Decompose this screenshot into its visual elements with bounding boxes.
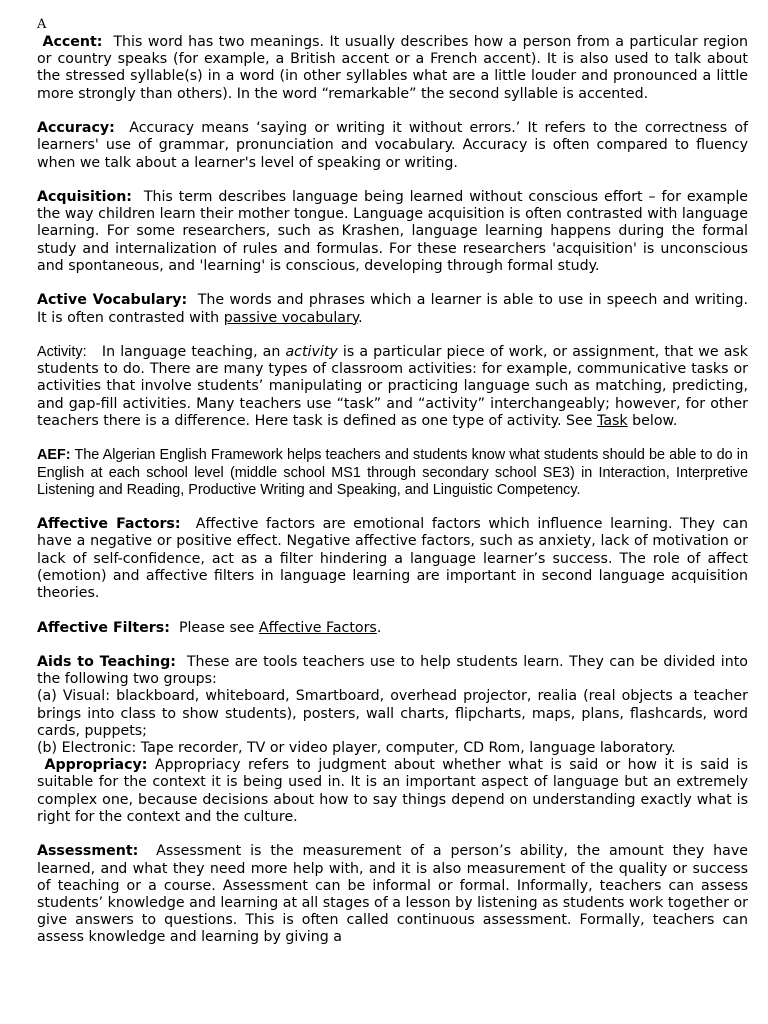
term-acquisition: Acquisition:: [37, 189, 132, 206]
definition-aids-to-teaching: These are tools teachers use to help students learn. They can be divided into the following two groups:: [37, 654, 748, 688]
definition-aef: The Algerian English Framework helps teachers and students know what students should be able to do in English at each school level (middle school MS1 through secondary school SE3) in Interaction, Interpretive Listening and Reading, Productive Writing and Speaking, and Linguistic Competency.: [37, 447, 748, 498]
term-aef: AEF:: [37, 447, 71, 464]
entry-acquisition: [37, 189, 748, 275]
definition-accuracy: Accuracy means ‘saying or writing it without errors.’ It refers to the correctness of learners' use of grammar, pronunciation and vocabulary. Accuracy is often compared to fluency when we talk about a learner's level of speaking or writing.: [37, 120, 748, 171]
term-activity: Activity:: [37, 344, 87, 361]
term-assessment: Assessment:: [37, 843, 139, 860]
entry-aef: [37, 447, 748, 499]
definition-acquisition: This term describes language being learned without conscious effort – for example the way children learn their mother tongue. Language acquisition is often contrasted with language learning. For some researchers, such as Krashen, language learning happens during the formal study and internalization of rules and formulas. For these researchers 'acquisition' is unconscious and spontaneous, and 'learning' is conscious, developing through formal study.: [37, 189, 748, 274]
term-affective-filters: Affective Filters:: [37, 619, 170, 636]
link-passive-vocabulary[interactable]: passive vocabulary: [223, 309, 359, 326]
term-accent: Accent:: [42, 34, 103, 50]
term-accuracy: Accuracy:: [37, 120, 115, 137]
definition-active-vocabulary-end: .: [358, 309, 363, 326]
entry-accuracy: [37, 120, 748, 172]
definition-active-vocabulary: The words and phrases which a learner is able to use in speech and writing. It is often contrasted with: [37, 292, 748, 326]
term-active-vocabulary: Active Vocabulary:: [37, 292, 188, 309]
term-appropriacy: Appropriacy:: [44, 757, 148, 774]
entry-accent: [37, 34, 748, 103]
aids-item-electronic: (b) Electronic: Tape recorder, TV or video player, computer, CD Rom, language laboratory.: [37, 740, 676, 757]
entry-assessment: [37, 843, 748, 946]
definition-affective-filters-end: .: [376, 619, 382, 636]
entry-affective-filters: [37, 620, 748, 637]
definition-activity-end: below.: [632, 412, 678, 429]
entry-active-vocabulary: [37, 292, 748, 326]
definition-activity-start: In language teaching, an: [101, 344, 281, 361]
link-task[interactable]: Task: [597, 412, 628, 429]
aids-item-visual: (a) Visual: blackboard, whiteboard, Smartboard, overhead projector, realia (real objects a teacher brings into class to show students), posters, wall charts, flipcharts, maps, plans, flashcards, word cards, puppets;: [37, 688, 748, 739]
definition-activity-italic: activity: [285, 344, 338, 361]
definition-affective-filters: Please see: [178, 619, 255, 636]
section-letter: A: [37, 17, 47, 32]
definition-activity-body: is a particular piece of work, or assignment, that we ask students to do. There are many types of classroom activities: for example, communicative tasks or activities that involve students’ manipulating or practicing language such as matching, predicting, and gap-fill activities. Many teachers use “task” and “activity” interchangeably; however, for other teachers there is a difference. Here task is defined as one type of activity. See: [37, 344, 748, 429]
definition-assessment: Assessment is the measurement of a person’s ability, the amount they have learned, and what they need more help with, and it is also measurement of the quality or success of teaching or a course. Assessment can be informal or formal. Informally, teachers can assess students’ knowledge and learning at all stages of a lesson by listening as students work together or give answers to questions. This is often called continuous assessment. Formally, teachers can assess knowledge and learning by giving a: [37, 843, 748, 946]
link-affective-factors[interactable]: Affective Factors: [258, 619, 377, 636]
term-aids-to-teaching: Aids to Teaching:: [37, 654, 176, 671]
entry-aids-to-teaching: [37, 654, 748, 688]
definition-appropriacy: Appropriacy refers to judgment about whether what is said or how it is said is suitable for the context it is being used in. It is an important aspect of language but an extremely complex one, because decisions about how to say things depend on understanding exactly what is right for the context and the culture.: [37, 757, 748, 825]
definition-accent: This word has two meanings. It usually describes how a person from a particular region or country speaks (for example, a British accent or a French accent). It is also used to talk about the stressed syllable(s) in a word (in other syllables what are a little louder and pronounced a little more strongly than others). In the word “remarkable” the second syllable is accented.: [37, 34, 749, 102]
document-page: [37, 16, 748, 947]
entry-appropriacy: [37, 757, 748, 826]
definition-affective-factors: Affective factors are emotional factors which influence learning. They can have a negative or positive effect. Negative affective factors, such as anxiety, lack of motivation or lack of self-confidence, act as a filter hindering a language learner’s success. The role of affect (emotion) and affective filters in language learning are important in second language acquisition theories.: [37, 516, 748, 602]
entry-activity: [37, 344, 748, 430]
term-affective-factors: Affective Factors:: [37, 516, 181, 533]
entry-affective-factors: [37, 516, 748, 602]
